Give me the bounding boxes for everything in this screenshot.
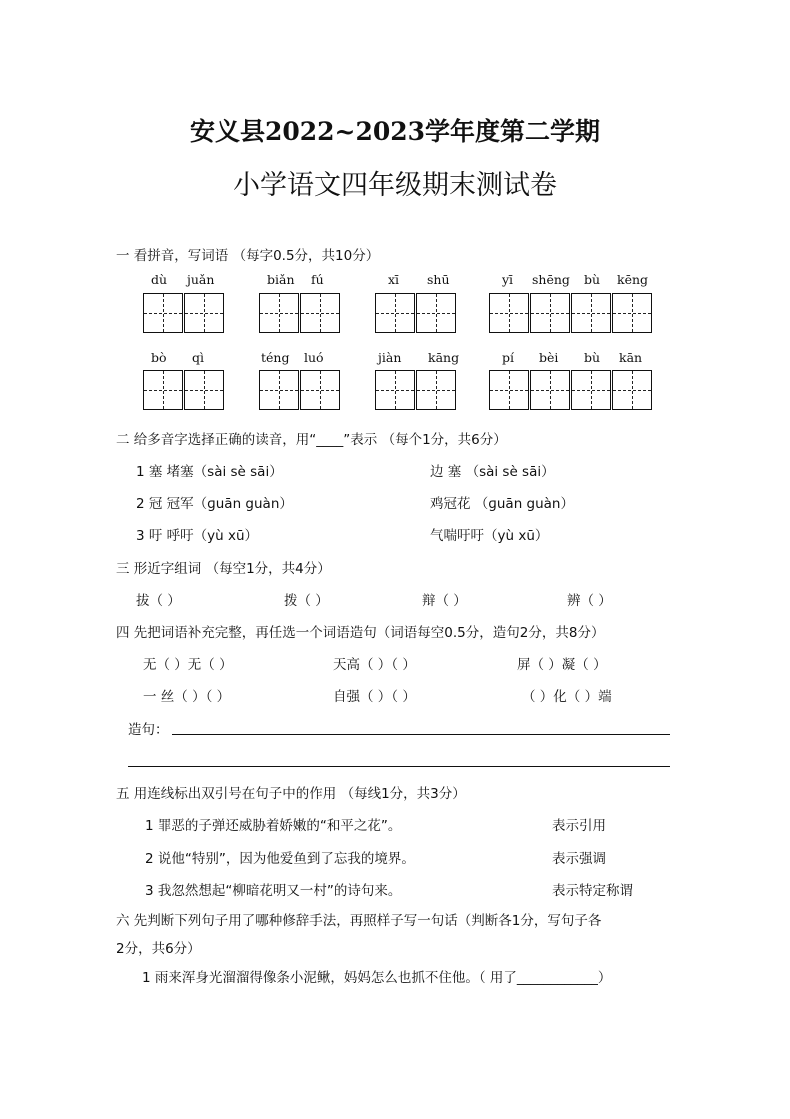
section-6-heading-cont: 2分，共6分）: [116, 941, 201, 957]
idiom-blank[interactable]: 无（ ）无（ ）: [143, 657, 233, 673]
pinyin: shēng: [532, 272, 570, 287]
word-group-blank[interactable]: 辩（ ）: [422, 593, 467, 609]
rhetoric-sentence[interactable]: 1 雨来浑身光溜溜得像条小泥鳅，妈妈怎么也抓不住他。（ 用了____________）: [142, 970, 612, 986]
quote-function[interactable]: 表示强调: [552, 851, 606, 867]
quote-function[interactable]: 表示特定称谓: [552, 883, 633, 899]
idiom-blank[interactable]: 一 丝（ ）（ ）: [143, 689, 231, 705]
writing-grid-cell[interactable]: [489, 293, 529, 333]
pinyin: bèi: [539, 350, 559, 365]
pinyin: bù: [584, 272, 601, 287]
writing-grid-cell[interactable]: [300, 293, 340, 333]
section-1-heading: 一 看拼音，写词语 （每字0.5分，共10分）: [116, 248, 380, 264]
writing-grid-cell[interactable]: [416, 370, 456, 410]
writing-grid-cell[interactable]: [375, 370, 415, 410]
sentence-label: 造句：: [128, 722, 169, 738]
polyphone-item[interactable]: 边 塞 （sài sè sāi）: [430, 464, 555, 480]
writing-grid-cell[interactable]: [530, 370, 570, 410]
quote-sentence[interactable]: 3 我忽然想起“柳暗花明又一村”的诗句来。: [145, 883, 402, 899]
writing-grid-cell[interactable]: [143, 370, 183, 410]
pinyin: pí: [502, 350, 514, 365]
pinyin: dù: [151, 272, 168, 287]
polyphone-item[interactable]: 3 吁 呼吁（yù xū）: [136, 528, 259, 544]
writing-grid-cell[interactable]: [612, 370, 652, 410]
writing-grid-cell[interactable]: [416, 293, 456, 333]
section-5-heading: 五 用连线标出双引号在句子中的作用 （每线1分，共3分）: [116, 786, 466, 802]
quote-function[interactable]: 表示引用: [552, 818, 606, 834]
pinyin: téng: [261, 350, 290, 365]
section-3-heading: 三 形近字组词 （每空1分，共4分）: [116, 561, 331, 577]
pinyin: biǎn: [267, 272, 295, 287]
exam-title-line2: 小学语文四年级期末测试卷: [233, 170, 557, 201]
idiom-blank[interactable]: （ ）化（ ）端: [522, 689, 612, 705]
answer-line[interactable]: [172, 734, 670, 735]
idiom-blank[interactable]: 天高（ ）（ ）: [333, 657, 416, 673]
polyphone-item[interactable]: 鸡冠花 （ɡuān guàn）: [430, 496, 574, 512]
idiom-blank[interactable]: 屏（ ）凝（ ）: [517, 657, 607, 673]
writing-grid-cell[interactable]: [612, 293, 652, 333]
section-4-heading: 四 先把词语补充完整，再任选一个词语造句（词语每空0.5分，造句2分，共8分）: [116, 625, 605, 641]
pinyin: kān: [619, 350, 643, 365]
quote-sentence[interactable]: 1 罪恶的子弹还威胁着娇嫩的“和平之花”。: [145, 818, 402, 834]
polyphone-item[interactable]: 1 塞 堵塞（sài sè sāi）: [136, 464, 283, 480]
writing-grid-cell[interactable]: [184, 293, 224, 333]
writing-grid-cell[interactable]: [530, 293, 570, 333]
pinyin: juǎn: [187, 272, 215, 287]
section-6-heading: 六 先判断下列句子用了哪种修辞手法，再照样子写一句话（判断各1分，写句子各: [116, 913, 602, 929]
writing-grid-cell[interactable]: [375, 293, 415, 333]
word-group-blank[interactable]: 辨（ ）: [567, 593, 612, 609]
writing-grid-cell[interactable]: [489, 370, 529, 410]
word-group-blank[interactable]: 拔（ ）: [136, 593, 181, 609]
polyphone-item[interactable]: 2 冠 冠军（ɡuān guàn）: [136, 496, 293, 512]
pinyin: xī: [388, 272, 400, 287]
idiom-blank[interactable]: 自强（ ）（ ）: [333, 689, 416, 705]
pinyin: bò: [151, 350, 167, 365]
pinyin: bù: [584, 350, 601, 365]
writing-grid-cell[interactable]: [300, 370, 340, 410]
writing-grid-cell[interactable]: [259, 370, 299, 410]
answer-line[interactable]: [128, 766, 670, 767]
pinyin: kāng: [428, 350, 460, 365]
writing-grid-cell[interactable]: [143, 293, 183, 333]
pinyin: luó: [304, 350, 324, 365]
pinyin: qì: [192, 350, 204, 365]
writing-grid-cell[interactable]: [184, 370, 224, 410]
writing-grid-cell[interactable]: [571, 370, 611, 410]
pinyin: kēng: [617, 272, 649, 287]
writing-grid-cell[interactable]: [571, 293, 611, 333]
polyphone-item[interactable]: 气喘吁吁（yù xū）: [430, 528, 549, 544]
pinyin: yī: [502, 272, 514, 287]
exam-title-line1: 安义县2022~2023学年度第二学期: [189, 117, 601, 146]
word-group-blank[interactable]: 拨（ ）: [284, 593, 329, 609]
pinyin: fú: [311, 272, 324, 287]
pinyin: shū: [427, 272, 450, 287]
pinyin: jiàn: [378, 350, 402, 365]
quote-sentence[interactable]: 2 说他“特别”，因为他爱鱼到了忘我的境界。: [145, 851, 415, 867]
writing-grid-cell[interactable]: [259, 293, 299, 333]
section-2-heading: 二 给多音字选择正确的读音，用“____”表示 （每个1分，共6分）: [116, 432, 507, 448]
